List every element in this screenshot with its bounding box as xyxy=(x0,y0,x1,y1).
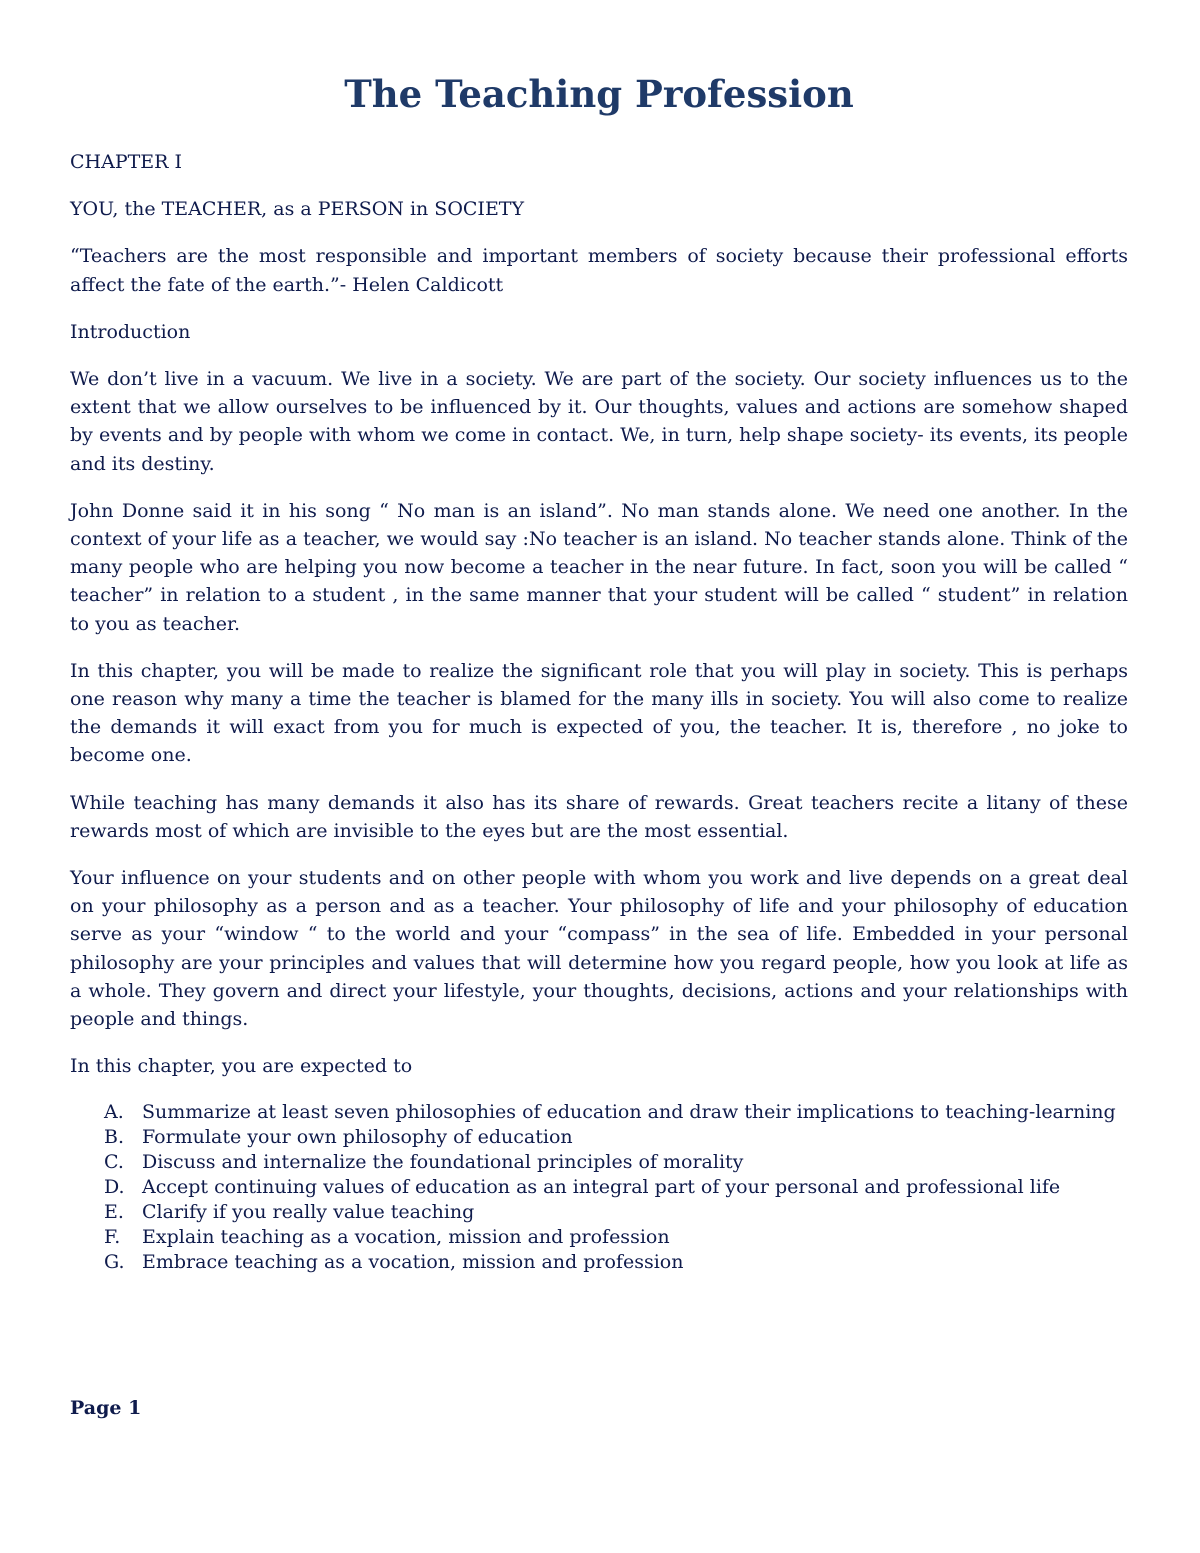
body-paragraph: John Donne said it in his song “ No man is an island”. No man stands alone. We need one another. In the context of your life as a teacher, we would say :No teacher is an island. No teacher stands alone. Think of the many people who are helping you now become a teacher in the near future. In fact, soon you will be called “ teacher” in relation to a student , in the same manner that your student will be called “ student” in relation to you as teacher. xyxy=(70,499,1128,635)
list-item-text: Explain teaching as a vocation, mission and profession xyxy=(142,1226,670,1249)
chapter-title: YOU, the TEACHER, as a PERSON in SOCIETY xyxy=(70,198,525,221)
epigraph-quote: “Teachers are the most responsible and important members of society because their professional efforts affect the fate of the earth.”- Helen Caldicott xyxy=(70,245,1128,296)
list-marker: B. xyxy=(104,1126,125,1149)
list-item xyxy=(70,1149,1128,1175)
list-item xyxy=(70,1174,1128,1200)
list-item xyxy=(70,1224,1128,1250)
body-paragraph: In this chapter, you will be made to realize the significant role that you will play in society. This is perhaps one reason why many a time the teacher is blamed for the many ills in society. You will also come to realize the demands it will exact from you for much is expected of you, the teacher. It is, therefore , no joke to become one. xyxy=(70,659,1128,767)
list-item xyxy=(70,1199,1128,1225)
page-number-footer: Page 1 xyxy=(70,1397,142,1419)
list-marker: D. xyxy=(104,1176,125,1199)
list-item xyxy=(70,1099,1128,1125)
chapter-number: CHAPTER I xyxy=(70,151,183,173)
list-item xyxy=(70,1249,1128,1275)
list-item-text: Accept continuing values of education as an integral part of your personal and professional life xyxy=(142,1176,1061,1199)
objectives-intro: In this chapter, you are expected to xyxy=(70,1055,413,1078)
section-heading-introduction: Introduction xyxy=(70,320,191,343)
list-marker: G. xyxy=(104,1251,125,1274)
objectives-list xyxy=(70,1099,1128,1275)
list-item-text: Clarify if you really value teaching xyxy=(142,1201,475,1224)
list-item xyxy=(70,1124,1128,1150)
list-item-text: Discuss and internalize the foundational principles of morality xyxy=(142,1151,744,1174)
list-item-text: Summarize at least seven philosophies of education and draw their implications to teaching-learning xyxy=(142,1101,1116,1124)
list-item-text: Embrace teaching as a vocation, mission and profession xyxy=(142,1251,684,1274)
document-title: The Teaching Profession xyxy=(344,72,854,116)
list-marker: A. xyxy=(104,1101,124,1124)
body-paragraph: We don’t live in a vacuum. We live in a society. We are part of the society. Our society influences us to the extent that we allow ourselves to be influenced by it. Our thoughts, values and actions are somehow shaped by events and by people with whom we come in contact. We, in turn, help shape society- its events, its people and its destiny. xyxy=(70,368,1128,475)
body-paragraph: While teaching has many demands it also has its share of rewards. Great teachers recite a litany of these rewards most of which are invisible to the eyes but are the most essential. xyxy=(70,791,1128,842)
document-page xyxy=(70,70,1128,1274)
list-item-text: Formulate your own philosophy of education xyxy=(142,1126,573,1149)
list-marker: C. xyxy=(104,1151,124,1174)
body-paragraph: Your influence on your students and on other people with whom you work and live depends on a great deal on your philosophy as a person and as a teacher. Your philosophy of life and your philosophy of education serve as your “window “ to the world and your “compass” in the sea of life. Embedded in your personal philosophy are your principles and values that will determine how you regard people, how you look at life as a whole. They govern and direct your lifestyle, your thoughts, decisions, actions and your relationships with people and things. xyxy=(70,867,1128,1031)
list-marker: F. xyxy=(104,1226,121,1249)
list-marker: E. xyxy=(104,1201,124,1224)
